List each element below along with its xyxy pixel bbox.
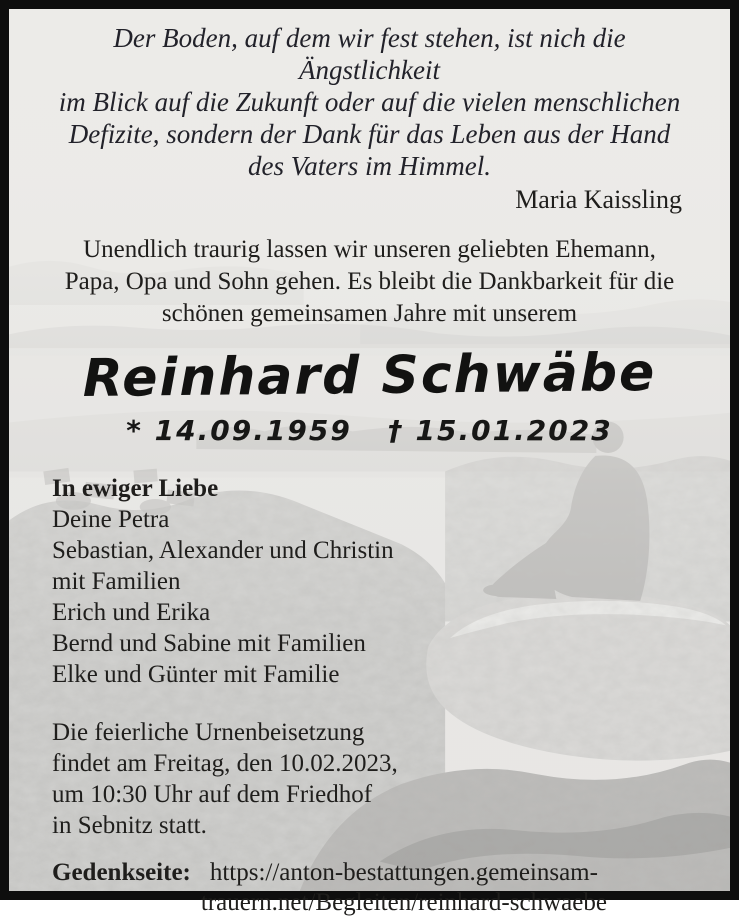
intro-line: Unendlich traurig lassen wir unseren geliebten Ehemann, [83, 236, 656, 263]
life-dates [43, 414, 696, 448]
quote-line: des Vaters im Himmel. [248, 151, 491, 181]
memorial-page-url [201, 858, 607, 918]
memorial-page-label: Gedenkseite: [52, 859, 191, 886]
quote-line: Der Boden, auf dem wir fest stehen, ist nich die Ängstlichkeit [113, 23, 626, 85]
memorial-page-url-line: trauern.net/Begleiten/reinhard-schwaebe [200, 889, 607, 916]
funeral-line: um 10:30 Uhr auf dem Friedhof [52, 781, 373, 808]
intro-line: schönen gemeinsamen Jahre mit unserem [161, 300, 578, 327]
quote-attribution: Maria Kaissling [515, 185, 682, 214]
mourner-line: Deine Petra [52, 506, 170, 533]
family-and-funeral-block [43, 473, 696, 918]
mourner-line: Sebastian, Alexander und Christin [52, 537, 394, 564]
funeral-announcement [52, 717, 696, 841]
quote-line: im Blick auf die Zukunft oder auf die vielen menschlichen [58, 87, 681, 117]
mourner-line: Erich und Erika [52, 599, 211, 626]
intro-paragraph [43, 234, 696, 330]
birth-date: * 14.09.1959 [126, 414, 352, 447]
deceased-name: Reinhard Schwäbe [82, 342, 657, 410]
intro-line: Papa, Opa und Sohn gehen. Es bleibt die Dankbarkeit für die [64, 268, 675, 295]
funeral-line: in Sebnitz statt. [52, 812, 207, 839]
memorial-page-url-line: https://anton-bestattungen.gemeinsam- [209, 859, 598, 886]
mourner-line: Elke und Günter mit Familie [52, 661, 340, 688]
farewell-heading: In ewiger Liebe [52, 475, 219, 502]
mourner-line: mit Familien [52, 568, 181, 595]
mourner-line: Bernd und Sabine mit Familien [52, 630, 366, 657]
obituary-content [9, 9, 730, 916]
memorial-page-section [52, 858, 696, 918]
opening-quote [43, 22, 696, 182]
death-date: † 15.01.2023 [387, 414, 613, 447]
funeral-line: findet am Freitag, den 10.02.2023, [52, 750, 398, 777]
funeral-line: Die feierliche Urnenbeisetzung [52, 719, 365, 746]
quote-line: Defizite, sondern der Dank für das Leben aus der Hand [68, 119, 671, 149]
